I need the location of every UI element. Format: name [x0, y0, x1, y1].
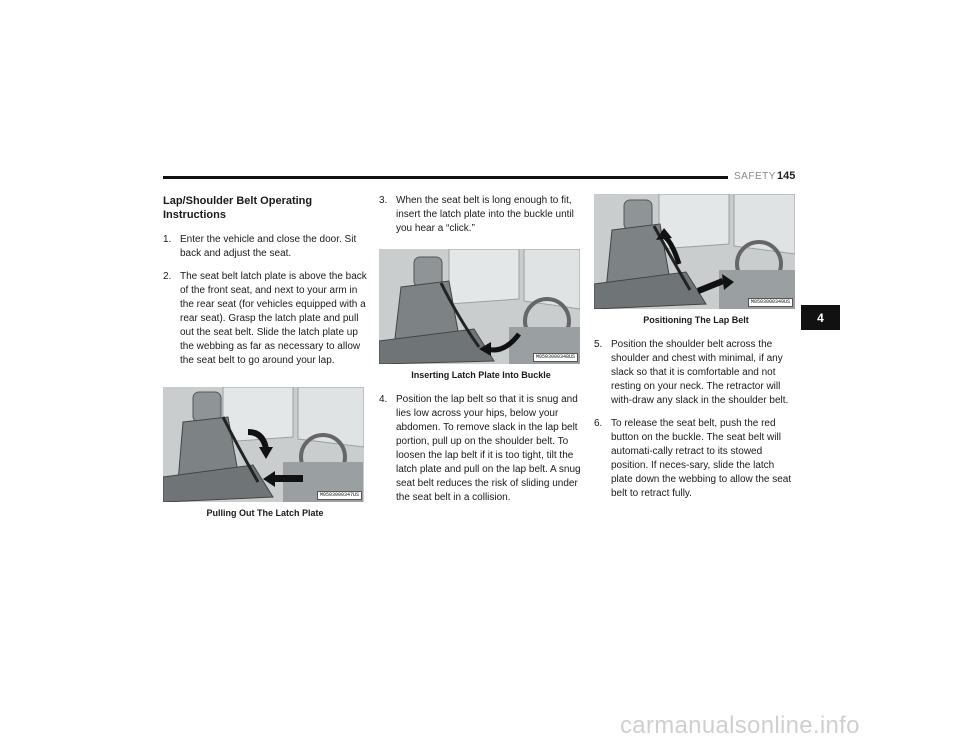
watermark: carmanualsonline.info	[620, 712, 860, 739]
step-number: 1.	[163, 234, 172, 245]
step-5	[594, 338, 798, 408]
step-6	[594, 417, 798, 501]
figure-code: M0503000347US	[317, 491, 362, 500]
step-number: 6.	[594, 418, 603, 429]
step-text: To release the seat belt, push the red button on the buckle. The seat belt will automati-cally retract to its stowed position. If neces-sary, slide the latch plate down the webbing to allow the seat belt to retract fully.	[611, 418, 792, 499]
step-2	[163, 270, 367, 368]
seat-illustration-3	[594, 194, 795, 309]
page-number: 145	[777, 170, 796, 182]
figure-code: M0503000349US	[748, 298, 793, 307]
section-title: Lap/Shoulder Belt Operating Instructions	[163, 195, 313, 221]
step-text: When the seat belt is long enough to fit, insert the latch plate into the buckle until you hear a “click.”	[396, 195, 574, 234]
step-text: Enter the vehicle and close the door. Sit back and adjust the seat.	[180, 234, 357, 259]
seat-illustration-2	[379, 249, 580, 364]
figure-pulling-latch-plate	[163, 387, 364, 502]
figure-inserting-latch-plate	[379, 249, 580, 364]
step-1	[163, 233, 367, 261]
column-1	[163, 194, 367, 531]
column-3	[594, 194, 798, 510]
column-2	[379, 194, 583, 514]
figure-caption: Positioning The Lap Belt	[643, 315, 749, 325]
step-text: The seat belt latch plate is above the back of the front seat, and next to your arm in the rear seat (for vehicles equipped with a rear seat). Grasp the latch plate and pull out the seat belt. Slide the latch plate up the webbing as far as necessary to allow the seat belt to go around your lap.	[180, 271, 367, 366]
running-header-section: SAFETY	[734, 171, 776, 182]
figure-caption: Pulling Out The Latch Plate	[206, 508, 324, 518]
figure-code: M0503000348US	[533, 353, 578, 362]
step-number: 3.	[379, 195, 388, 206]
step-text: Position the shoulder belt across the shoulder and chest with minimal, if any slack so that it is comfortable and not resting on your neck. The retractor will with-draw any slack in the shoulder belt.	[611, 339, 789, 406]
figure-caption: Inserting Latch Plate Into Buckle	[411, 370, 551, 380]
step-number: 2.	[163, 271, 172, 282]
figure-positioning-lap-belt	[594, 194, 795, 309]
step-4	[379, 393, 583, 505]
step-text: Position the lap belt so that it is snug and lies low across your hips, below your abdomen. To remove slack in the lap belt portion, pull up on the shoulder belt. To loosen the lap belt if it is too tight, tilt the latch plate and pull on the lap belt. A snug seat belt reduces the risk of sliding under the seat belt in a collision.	[396, 394, 581, 503]
header-rule	[163, 176, 728, 179]
step-number: 5.	[594, 339, 603, 350]
chapter-tab: 4	[801, 305, 840, 330]
step-number: 4.	[379, 394, 388, 405]
step-3	[379, 194, 583, 236]
seat-illustration-1	[163, 387, 364, 502]
